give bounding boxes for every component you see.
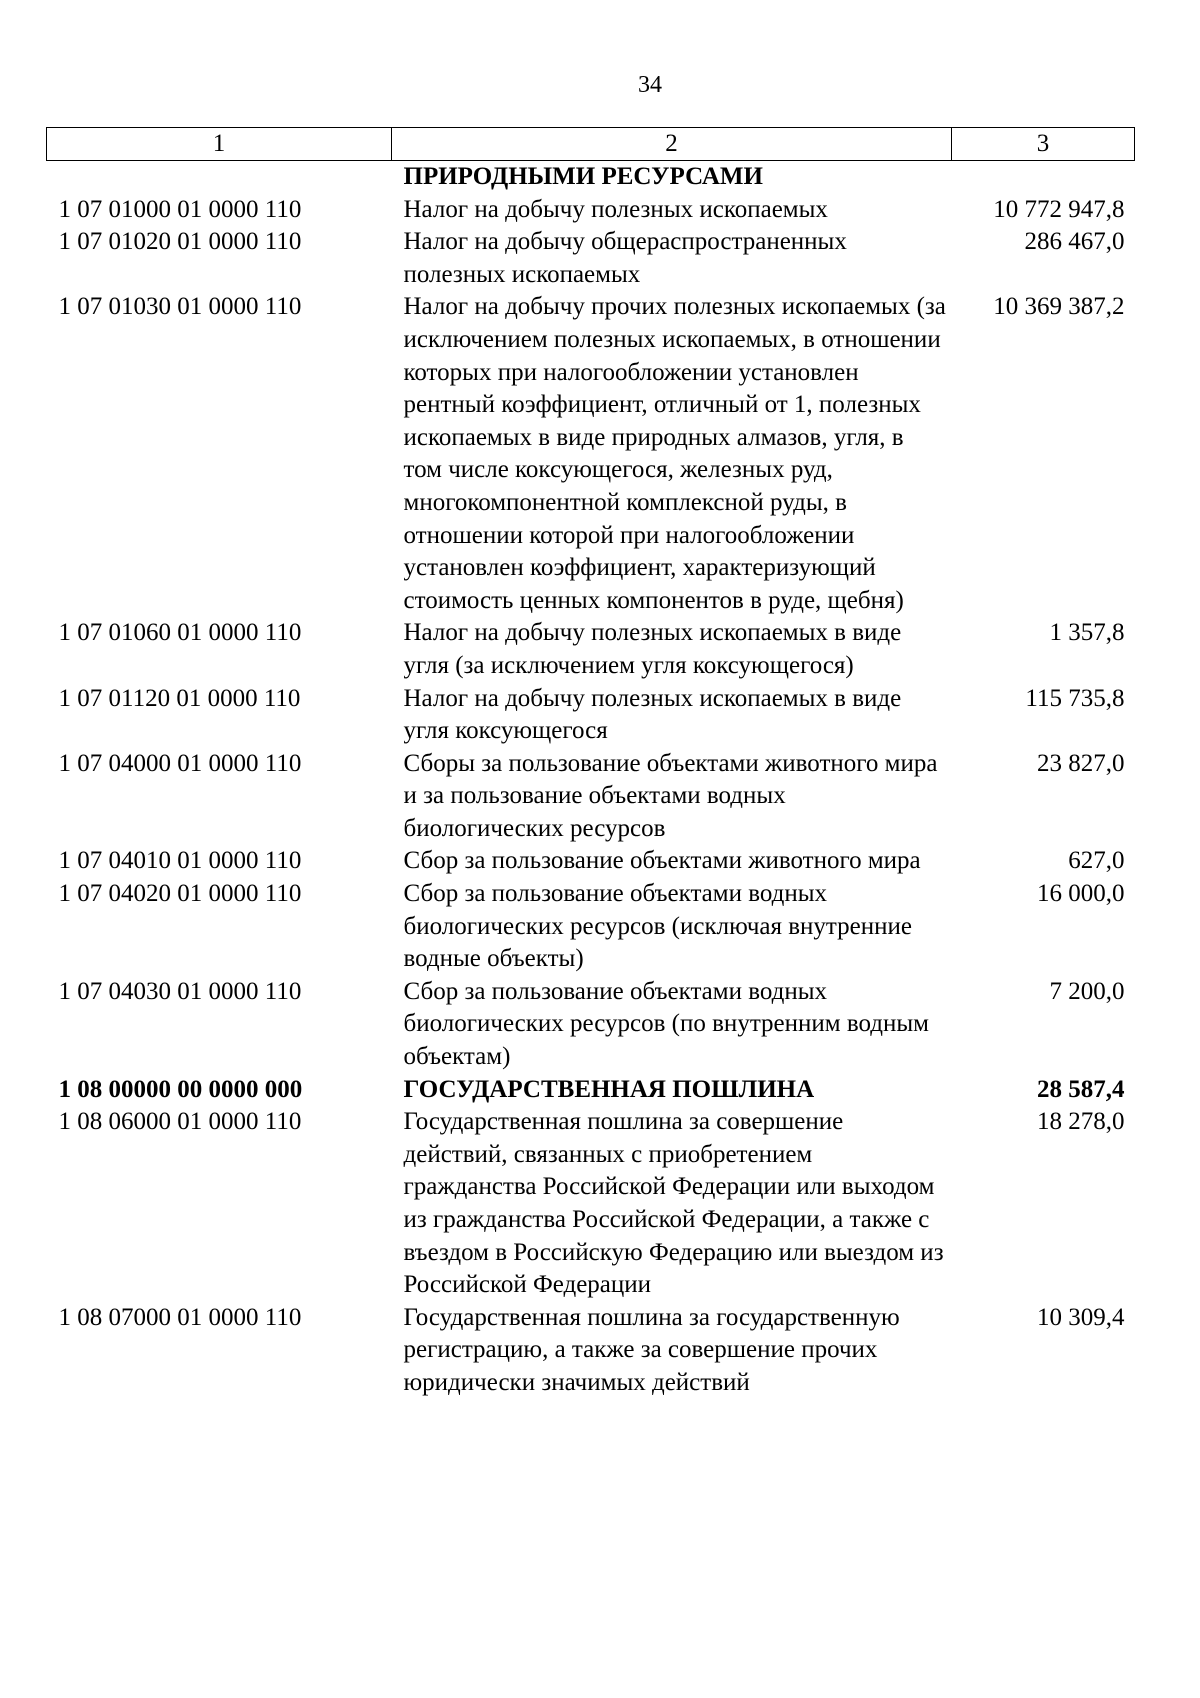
table-row: [47, 683, 1135, 748]
table-row: [47, 748, 1135, 846]
revenue-name: Налог на добычу прочих полезных ископаемых (за исключением полезных ископаемых, в отношении которых при налогообложении установлен рентный коэффициент, отличный от 1, полезных ископаемых в виде природных алмазов, угля, в том числе коксующегося, железных руд, многокомпонентной комплексной руды, в отношении которой при налогообложении установлен коэффициент, характеризующий стоимость ценных компонентов в руде, щебня): [403, 293, 946, 614]
table-row: [47, 617, 1135, 682]
budget-revenue-table: [46, 127, 1135, 1400]
classification-code: 1 07 04020 01 0000 110: [58, 880, 302, 908]
table-row: [47, 1302, 1135, 1400]
classification-code: 1 07 01120 01 0000 110: [58, 684, 301, 712]
classification-code: 1 07 04030 01 0000 110: [58, 977, 302, 1005]
table-row: [47, 226, 1135, 291]
continuation-amount-cell: [952, 161, 1135, 194]
amount-value: 286 467,0: [1024, 228, 1125, 256]
continuation-code-cell: [47, 161, 392, 194]
revenue-name: Налог на добычу общераспространенных полезных ископаемых: [403, 228, 847, 288]
revenue-name: Государственная пошлина за государственную регистрацию, а также за совершение прочих юридически значимых действий: [403, 1303, 900, 1396]
classification-code: 1 07 04010 01 0000 110: [58, 847, 302, 875]
amount-value: 10 772 947,8: [993, 195, 1125, 223]
table-row: [47, 845, 1135, 878]
column-header-3: 3: [952, 128, 1135, 161]
column-header-2: 2: [392, 128, 952, 161]
page-number: 34: [638, 72, 662, 98]
classification-code: 1 07 04000 01 0000 110: [58, 749, 302, 777]
classification-code: 1 07 01000 01 0000 110: [58, 195, 302, 223]
classification-code: 1 08 00000 00 0000 000: [58, 1075, 303, 1103]
revenue-name: Налог на добычу полезных ископаемых: [403, 195, 828, 223]
table-row: [47, 291, 1135, 617]
revenue-name: Государственная пошлина за совершение действий, связанных с приобретением гражданства Российской Федерации или выходом из гражданства Российской Федерации, а также с въездом в Российскую Федерацию или выездом из Российской Федерации: [403, 1108, 944, 1299]
header-row: [47, 128, 1135, 161]
revenue-name: Сборы за пользование объектами животного мира и за пользование объектами водных биологических ресурсов: [403, 749, 938, 842]
table-row: [47, 1106, 1135, 1302]
amount-value: 7 200,0: [1049, 977, 1125, 1005]
amount-value: 10 309,4: [1037, 1303, 1125, 1331]
revenue-name: Сбор за пользование объектами водных биологических ресурсов (по внутренним водным объектам): [403, 977, 929, 1071]
amount-value: 115 735,8: [1025, 684, 1125, 712]
revenue-name: ГОСУДАРСТВЕННАЯ ПОШЛИНА: [403, 1075, 815, 1103]
table-row: [47, 878, 1135, 976]
continuation-title-row: [47, 161, 1135, 194]
classification-code: 1 08 07000 01 0000 110: [58, 1303, 302, 1331]
revenue-name: Сбор за пользование объектами животного мира: [403, 847, 921, 875]
amount-value: 28 587,4: [1037, 1075, 1125, 1103]
revenue-name: Налог на добычу полезных ископаемых в виде угля (за исключением угля коксующегося): [403, 619, 902, 679]
amount-value: 627,0: [1068, 847, 1125, 875]
table-body: [47, 161, 1135, 1400]
classification-code: 1 07 01030 01 0000 110: [58, 293, 302, 321]
amount-value: 18 278,0: [1037, 1108, 1125, 1136]
revenue-name: Сбор за пользование объектами водных биологических ресурсов (исключая внутренние водные объекты): [403, 880, 912, 973]
amount-value: 23 827,0: [1037, 749, 1125, 777]
revenue-name: Налог на добычу полезных ископаемых в виде угля коксующегося: [403, 684, 902, 745]
continuation-title: ПРИРОДНЫМИ РЕСУРСАМИ: [403, 163, 763, 190]
amount-value: 16 000,0: [1037, 880, 1125, 908]
classification-code: 1 08 06000 01 0000 110: [58, 1108, 302, 1136]
amount-value: 10 369 387,2: [993, 293, 1125, 321]
column-header-1: 1: [47, 128, 392, 161]
table-header: [47, 128, 1135, 161]
amount-value: 1 357,8: [1049, 619, 1125, 647]
table-row: [47, 194, 1135, 227]
classification-code: 1 07 01060 01 0000 110: [58, 619, 302, 647]
classification-code: 1 07 01020 01 0000 110: [58, 228, 302, 256]
table-row: [47, 976, 1135, 1074]
table-row: [47, 1074, 1135, 1107]
